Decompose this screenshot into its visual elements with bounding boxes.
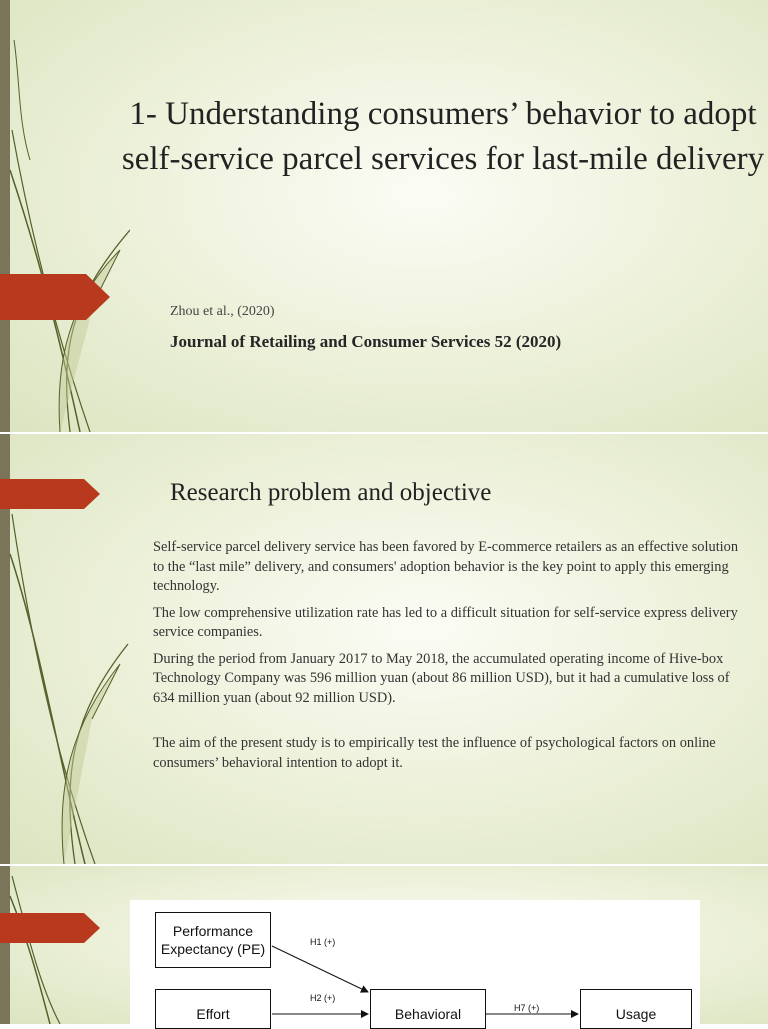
effort-box: Effort [155, 989, 271, 1029]
performance-expectancy-box: Performance Expectancy (PE) [155, 912, 271, 968]
section-heading: Research problem and objective [170, 479, 492, 506]
paragraph: The aim of the present study is to empirically test the influence of psychological factors on online consumers’ behavioral intention to adopt it. [153, 735, 716, 771]
usage-box: Usage [580, 989, 692, 1029]
journal-reference: Journal of Retailing and Consumer Services 52 (2020) [170, 332, 562, 351]
decorative-vines [0, 0, 130, 432]
h1-label: H1 (+) [310, 937, 336, 947]
research-model-diagram [130, 900, 700, 1024]
arrow-h1 [272, 946, 368, 992]
slide-title: 1- Understanding consumers’ behavior to adopt self-service parcel services for last-mile delivery [121, 96, 765, 177]
accent-tab [0, 479, 100, 509]
author-citation: Zhou et al., (2020) [170, 304, 275, 319]
behavioral-box: Behavioral [370, 989, 486, 1029]
section-body [153, 538, 751, 780]
h2-label: H2 (+) [310, 993, 336, 1003]
accent-tab [0, 913, 100, 943]
decorative-vines [0, 866, 130, 1024]
paragraph: During the period from January 2017 to May 2018, the accumulated operating income of Hive-box Technology Company was 596 million yuan (about 86 million USD), but it had a cumulative loss of 634 million yuan (about 92 million USD). [153, 650, 730, 706]
paragraph: Self-service parcel delivery service has been favored by E-commerce retailers as an effective solution to the “last mile” delivery, and consumers' adoption behavior is the key point to apply this emerging technology. [153, 539, 739, 594]
h7-label: H7 (+) [514, 1003, 540, 1013]
paragraph: The low comprehensive utilization rate has led to a difficult situation for self-service express delivery service companies. [153, 604, 738, 640]
title-slide [0, 0, 768, 432]
